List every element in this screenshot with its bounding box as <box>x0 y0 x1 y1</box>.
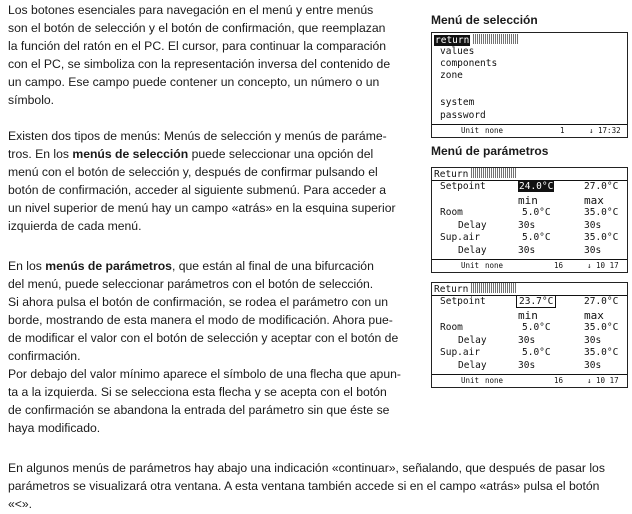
min-header: min <box>518 194 538 207</box>
back-row <box>434 34 627 46</box>
back-row <box>434 283 627 295</box>
setpoint-value-editing[interactable]: 23.7°C <box>516 295 556 308</box>
room-delay-max[interactable]: 30s <box>584 220 602 231</box>
scroll-indicator <box>471 283 516 293</box>
text-run: En los <box>8 259 46 273</box>
supair-delay-label: Delay <box>458 245 487 256</box>
room-delay-min[interactable]: 30s <box>518 335 536 346</box>
text-line: menú con el botón de selección y, después de confirmar pulsando el <box>8 165 378 179</box>
room-label: Room <box>440 322 463 333</box>
supair-min-value[interactable]: 5.0°C <box>522 347 551 358</box>
menu-item-system[interactable]: system <box>440 97 475 108</box>
return-button[interactable]: return <box>435 35 470 46</box>
bold-term: menús de parámetros <box>45 259 172 273</box>
max-header: max <box>584 309 604 322</box>
parameter-menu-caption: Menú de parámetros <box>431 144 549 158</box>
status-divider <box>432 259 627 260</box>
text-line: Por debajo del valor mínimo aparece el símbolo de una flecha que apun- <box>8 367 401 381</box>
status-divider <box>432 124 627 125</box>
supair-delay-min[interactable]: 30s <box>518 360 536 371</box>
back-row <box>434 168 627 180</box>
bold-term: menús de selección <box>72 147 189 161</box>
text-line: parámetros se visualizará otra ventana. A esta ventana también accede si en el campo «atrás» pulsa el botón <box>8 479 600 493</box>
supair-delay-max[interactable]: 30s <box>584 245 602 256</box>
text-line: Los botones esenciales para navegación en el menú y entre menús <box>8 3 374 17</box>
text-run: puede seleccionar una opción del <box>188 147 374 161</box>
status-divider <box>432 374 627 375</box>
text-run: , que están al final de una bifurcación <box>171 259 374 273</box>
status-number: 16 <box>554 376 564 385</box>
paragraph-menu-types <box>8 127 403 235</box>
status-unit: Unit <box>461 261 480 270</box>
room-delay-label: Delay <box>458 220 487 231</box>
menu-item-components[interactable]: components <box>440 58 498 69</box>
selection-menu-caption: Menú de selección <box>431 13 538 27</box>
supair-label: Sup.air <box>440 232 481 243</box>
room-delay-max[interactable]: 30s <box>584 335 602 346</box>
text-line: un nivel superior de menú hay un campo «atrás» en la esquina superior <box>8 201 396 215</box>
setpoint-right-value[interactable]: 27.0°C <box>584 296 619 307</box>
room-max-value[interactable]: 35.0°C <box>584 322 619 333</box>
status-time: ↓ 10 17 <box>587 261 619 270</box>
scroll-indicator <box>473 34 518 44</box>
paragraph-continue-indicator <box>8 459 626 513</box>
paragraph-navigation-buttons <box>8 1 408 109</box>
supair-min-value[interactable]: 5.0°C <box>522 232 551 243</box>
room-min-value[interactable]: 5.0°C <box>522 207 551 218</box>
status-bar <box>433 126 626 136</box>
status-number: 1 <box>560 126 565 135</box>
text-line: ta a la izquierda. Si se selecciona esta flecha y se acepta con el botón <box>8 385 387 399</box>
status-name: none <box>485 261 504 270</box>
min-header: min <box>518 309 538 322</box>
setpoint-right-value[interactable]: 27.0°C <box>584 181 619 192</box>
max-header: max <box>584 194 604 207</box>
menu-item-zone[interactable]: zone <box>440 70 463 81</box>
text-line: del menú, puede seleccionar parámetros con el botón de selección. <box>8 277 374 291</box>
room-label: Room <box>440 207 463 218</box>
text-line: de modificar el valor con el botón de selección y aceptar con el botón de <box>8 331 399 345</box>
room-delay-label: Delay <box>458 335 487 346</box>
text-line <box>8 145 403 163</box>
text-line: son el botón de selección y el botón de confirmación, que reemplazan <box>8 21 386 35</box>
supair-delay-label: Delay <box>458 360 487 371</box>
text-line <box>8 257 413 275</box>
status-name: none <box>485 376 504 385</box>
room-delay-min[interactable]: 30s <box>518 220 536 231</box>
text-run: tros. En los <box>8 147 73 161</box>
selection-menu-display <box>431 32 628 138</box>
status-time: ↓ 10 17 <box>587 376 619 385</box>
text-line: En algunos menús de parámetros hay abajo una indicación «continuar», señalando, que después de pasar los <box>8 461 605 475</box>
setpoint-label: Setpoint <box>440 296 486 307</box>
text-line: símbolo. <box>8 93 55 107</box>
text-line: Si ahora pulsa el botón de confirmación, se rodea el parámetro con un <box>8 295 389 309</box>
status-unit: Unit <box>461 376 480 385</box>
return-button[interactable]: Return <box>434 169 469 180</box>
parameter-menu-display-1 <box>431 167 628 273</box>
supair-delay-max[interactable]: 30s <box>584 360 602 371</box>
supair-label: Sup.air <box>440 347 481 358</box>
parameter-menu-display-2 <box>431 282 628 388</box>
menu-item-password[interactable]: password <box>440 110 486 121</box>
scroll-indicator <box>471 168 516 178</box>
text-line: confirmación. <box>8 349 81 363</box>
status-unit: Unit <box>461 126 480 135</box>
room-max-value[interactable]: 35.0°C <box>584 207 619 218</box>
text-line: la función del ratón en el PC. El cursor, para continuar la comparación <box>8 39 387 53</box>
setpoint-value-selected[interactable]: 24.0°C <box>519 181 554 192</box>
text-line: un campo. Ese campo puede contener un concepto, un número o un <box>8 75 380 89</box>
text-line: borde, mostrando de esta manera el modo de modificación. Ahora pue- <box>8 313 393 327</box>
setpoint-label: Setpoint <box>440 181 486 192</box>
text-line: botón de confirmación, acceder al siguiente submenú. Para acceder a <box>8 183 387 197</box>
status-name: none <box>485 126 504 135</box>
supair-delay-min[interactable]: 30s <box>518 245 536 256</box>
status-bar <box>433 261 626 271</box>
text-line: «<». <box>8 497 33 511</box>
return-button[interactable]: Return <box>434 284 469 295</box>
status-bar <box>433 376 626 386</box>
supair-max-value[interactable]: 35.0°C <box>584 232 619 243</box>
paragraph-parameter-menus <box>8 257 413 437</box>
room-min-value[interactable]: 5.0°C <box>522 322 551 333</box>
text-line: Existen dos tipos de menús: Menús de selección y menús de paráme- <box>8 129 387 143</box>
text-line: haya modificado. <box>8 421 101 435</box>
status-time: ↓ 17:32 <box>589 126 621 135</box>
menu-item-values[interactable]: values <box>440 46 475 57</box>
text-line: de confirmación se abandona la entrada del parámetro sin que éste se <box>8 403 390 417</box>
text-line: izquierda de cada menú. <box>8 219 142 233</box>
supair-max-value[interactable]: 35.0°C <box>584 347 619 358</box>
status-number: 16 <box>554 261 564 270</box>
text-line: con el PC, se simboliza con la representación inversa del contenido de <box>8 57 391 71</box>
